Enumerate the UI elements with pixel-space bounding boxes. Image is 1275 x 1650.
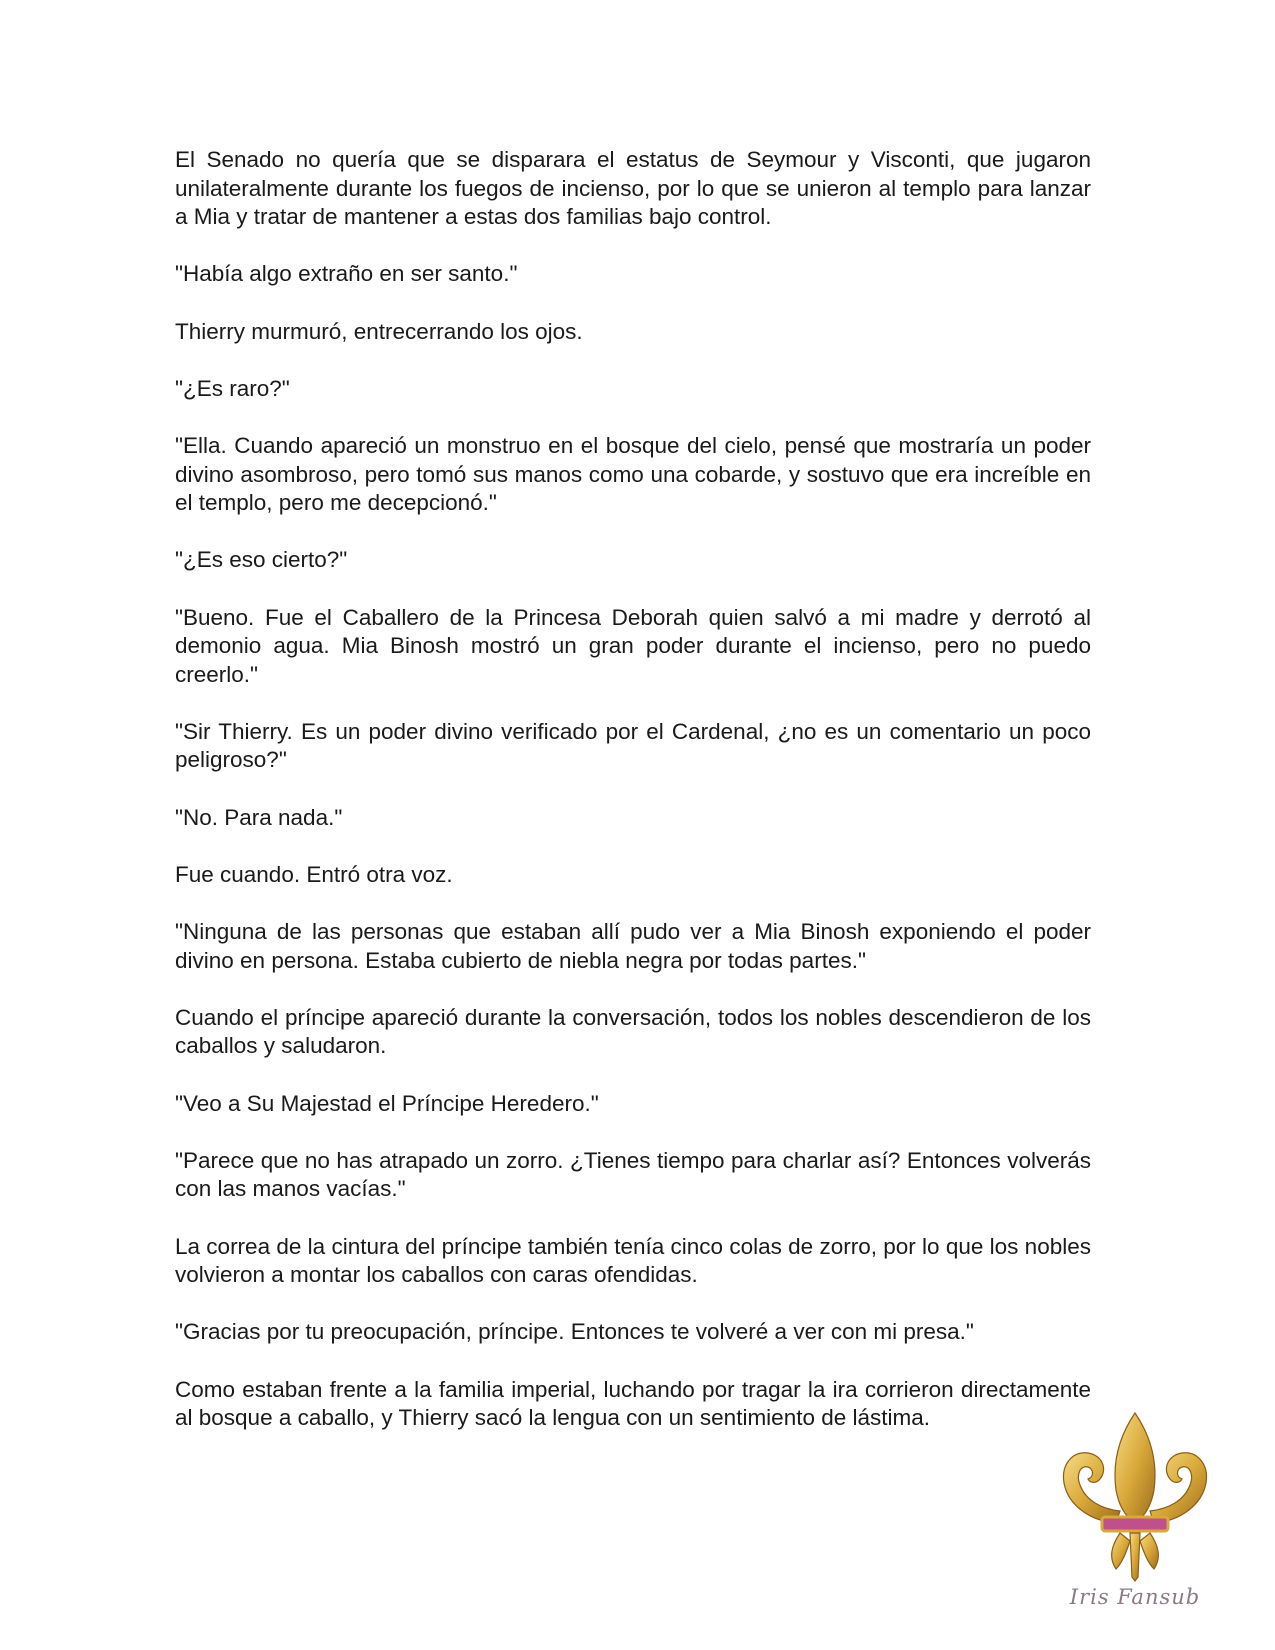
paragraph: Cuando el príncipe apareció durante la conversación, todos los nobles descendieron de los caballos y saludaron. xyxy=(175,1004,1091,1059)
paragraph: "Sir Thierry. Es un poder divino verificado por el Cardenal, ¿no es un comentario un poco peligroso?" xyxy=(175,718,1091,773)
paragraph: La correa de la cintura del príncipe también tenía cinco colas de zorro, por lo que los nobles volvieron a montar los caballos con caras ofendidas. xyxy=(175,1233,1091,1288)
watermark-text: Iris Fansub xyxy=(1069,1585,1201,1609)
paragraph: "¿Es eso cierto?" xyxy=(175,547,348,573)
paragraph: "¿Es raro?" xyxy=(175,375,290,401)
paragraph: "Ella. Cuando apareció un monstruo en el bosque del cielo, pensé que mostraría un poder divino asombroso, pero tomó sus manos como una cobarde, y sostuvo que era increíble en el templo, pero me decepcionó." xyxy=(175,432,1091,516)
paragraph: "Había algo extraño en ser santo." xyxy=(175,261,518,287)
paragraph: Como estaban frente a la familia imperial, luchando por tragar la ira corrieron directamente al bosque a caballo, y Thierry sacó la lengua con un sentimiento de lástima. xyxy=(175,1376,1091,1431)
paragraph: "Ninguna de las personas que estaban allí pudo ver a Mia Binosh exponiendo el poder divino en persona. Estaba cubierto de niebla negra por todas partes." xyxy=(175,919,1091,973)
paragraph: "Parece que no has atrapado un zorro. ¿Tienes tiempo para charlar así? Entonces volverás con las manos vacías." xyxy=(175,1147,1091,1202)
paragraph: Fue cuando. Entró otra voz. xyxy=(175,861,453,887)
paragraph: Thierry murmuró, entrecerrando los ojos. xyxy=(175,318,583,344)
document-body xyxy=(175,146,1091,1461)
paragraph: El Senado no quería que se disparara el estatus de Seymour y Visconti, que jugaron unilateralmente durante los fuegos de incienso, por lo que se unieron al templo para lanzar a Mia y tratar de mantener a estas dos familias bajo control. xyxy=(175,147,1091,230)
paragraph: "Gracias por tu preocupación, príncipe. Entonces te volveré a ver con mi presa." xyxy=(175,1319,974,1345)
watermark-logo xyxy=(1050,1405,1220,1615)
paragraph: "Bueno. Fue el Caballero de la Princesa Deborah quien salvó a mi madre y derrotó al demonio agua. Mia Binosh mostró un gran poder durante el incienso, pero no puedo creerlo." xyxy=(175,604,1091,687)
paragraph: "No. Para nada." xyxy=(175,804,343,830)
paragraph: "Veo a Su Majestad el Príncipe Heredero." xyxy=(175,1090,599,1116)
fleur-de-lis-icon xyxy=(1050,1405,1220,1585)
